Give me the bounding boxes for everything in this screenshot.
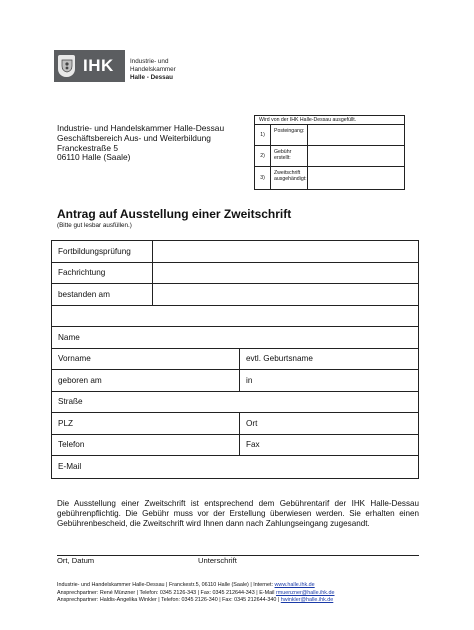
footer-line-2 <box>57 590 419 598</box>
address-line-3: Franckestraße 5 <box>57 142 118 153</box>
geburtsname-field[interactable] <box>240 349 418 370</box>
vorname-field[interactable] <box>52 349 240 370</box>
form-row-plz-ort <box>52 413 418 435</box>
form-row-vorname <box>52 349 418 371</box>
footer-line-1-text: Industrie- und Handelskammer Halle-Dessau | Franckestr.5, 06110 Halle (Saale) | Internet: <box>57 582 275 588</box>
office-row-zweitschrift <box>255 167 404 189</box>
fee-notice-paragraph: Die Ausstellung einer Zweitschrift ist entsprechend dem Gebührentarif der IHK Halle-Dessau gebührenpflichtig. Die Gebühr muss vor der Erstellung überwiesen werden. Sie erhalten einen Gebührenbescheid, die Zweitschrift wird Ihnen dann nach Zahlungseingang zugesandt. <box>57 499 419 528</box>
place-date-label: Ort, Datum <box>57 556 95 565</box>
office-row-number: 1) <box>255 125 271 145</box>
application-form <box>51 240 419 479</box>
form-row-email <box>52 456 418 478</box>
fax-label: Fax <box>246 440 260 450</box>
name-label: Name <box>58 332 80 342</box>
strasse-label: Straße <box>58 397 83 407</box>
address-line-2: Geschäftsbereich Aus- und Weiterbildung <box>57 132 211 143</box>
office-row-label: Gebühr erstellt: <box>271 146 308 166</box>
office-row-value[interactable] <box>308 167 404 189</box>
coat-of-arms-icon <box>58 55 75 77</box>
office-row-label: Zweitschrift ausgehändigt: <box>271 167 308 189</box>
telefon-field[interactable] <box>52 435 240 456</box>
address-line-4: 06110 Halle (Saale) <box>57 152 131 163</box>
bestanden-am-field[interactable] <box>153 284 418 305</box>
signature-line <box>57 555 419 556</box>
logo-badge <box>54 50 125 82</box>
footer-line-3 <box>57 597 419 605</box>
bestanden-am-label: bestanden am <box>52 284 153 305</box>
footer-line-1 <box>57 582 419 590</box>
logo-text <box>130 50 210 82</box>
footer-line-3-text: Ansprechpartner: Haldis-Angelika Winkler | Telefon: 0345 2126-340 | Fax: 0345 212644-340 | <box>57 597 281 604</box>
signature-label: Unterschrift <box>198 556 237 565</box>
office-row-value[interactable] <box>308 146 404 166</box>
plz-field[interactable] <box>52 413 240 434</box>
footer-line-2-text: Ansprechpartner: René Münzner | Telefon: 0345 2126-343 | Fax: 0345 212644-343 | E-Mail <box>57 589 276 596</box>
form-row-telefon-fax <box>52 435 418 457</box>
geboren-am-label: geboren am <box>58 375 102 385</box>
logo-line-2: Halle - Dessau <box>129 74 173 81</box>
vorname-label: Vorname <box>58 354 91 364</box>
office-row-number: 3) <box>255 167 271 189</box>
ort-label: Ort <box>246 418 258 428</box>
fachrichtung-field[interactable] <box>153 263 418 284</box>
office-row-gebuehr <box>255 146 404 167</box>
ihk-logo <box>54 50 210 82</box>
form-row-geboren <box>52 370 418 392</box>
form-row-spacer <box>52 306 418 328</box>
website-link[interactable]: www.halle.ihk.de <box>274 582 315 588</box>
page-subtitle: (Bitte gut lesbar ausfüllen.) <box>57 222 132 229</box>
office-row-number: 2) <box>255 146 271 166</box>
form-row-bestanden-am <box>52 284 418 306</box>
telefon-label: Telefon <box>58 440 85 450</box>
form-row-fachrichtung <box>52 263 418 285</box>
logo-abbreviation: IHK <box>83 56 114 75</box>
name-field[interactable] <box>52 327 418 348</box>
footer-contact <box>57 582 419 605</box>
form-row-strasse <box>52 392 418 414</box>
page-title: Antrag auf Ausstellung einer Zweitschrift <box>57 207 292 221</box>
ort-field[interactable] <box>240 413 418 434</box>
address-line-1: Industrie- und Handelskammer Halle-Dessau <box>57 123 225 133</box>
fortbildungspruefung-label: Fortbildungsprüfung <box>52 241 153 262</box>
office-row-posteingang <box>255 125 404 146</box>
fax-field[interactable] <box>240 435 418 456</box>
plz-label: PLZ <box>58 418 74 428</box>
fachrichtung-label: Fachrichtung <box>52 263 153 284</box>
geboren-am-field[interactable] <box>52 370 240 391</box>
geburtsname-label: evtl. Geburtsname <box>246 354 313 364</box>
email-label: E-Mail <box>58 462 82 472</box>
strasse-field[interactable] <box>52 392 418 413</box>
fortbildungspruefung-field[interactable] <box>153 241 418 262</box>
email-link-muenzner[interactable]: rmuenzner@halle.ihk.de <box>275 589 335 596</box>
form-spacer-cell <box>52 306 418 327</box>
geburtsort-label: in <box>246 375 253 385</box>
email-link-winkler[interactable]: hwinkler@halle.ihk.de <box>280 597 334 604</box>
office-row-label: Posteingang: <box>271 125 308 145</box>
form-row-fortbildungspruefung <box>52 241 418 263</box>
office-use-header: Wird von der IHK Halle-Dessau ausgefüllt. <box>255 116 404 125</box>
office-use-box <box>254 115 405 190</box>
geburtsort-field[interactable] <box>240 370 418 391</box>
email-field[interactable] <box>52 456 418 478</box>
recipient-address <box>57 124 224 163</box>
logo-line-1: Industrie- und Handelskammer <box>129 58 176 73</box>
form-row-name <box>52 327 418 349</box>
office-row-value[interactable] <box>308 125 404 145</box>
